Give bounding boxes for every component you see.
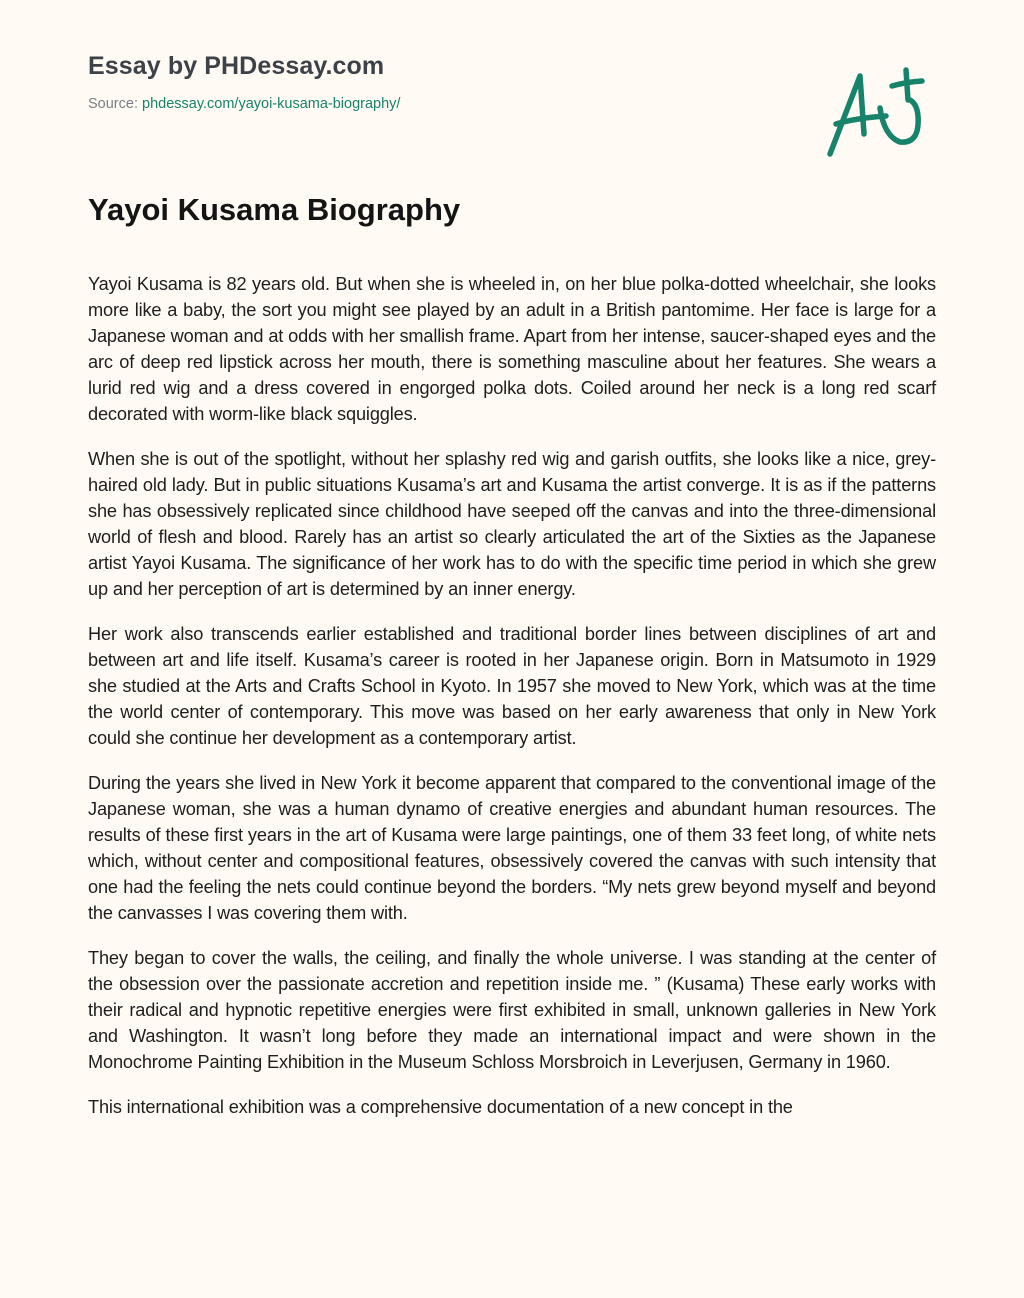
essay-paragraph: They began to cover the walls, the ceiling, and finally the whole universe. I was standing at the center of the obsession over the passionate accretion and repetition inside me. ” (Kusama) These early works with their radical and hypnotic repetitive energies were first exhibited in small, unknown galleries in New York and Washington. It wasn’t long before they made an international impact and were shown in the Monochrome Painting Exhibition in the Museum Schloss Morsbroich in Leverjusen, Germany in 1960. [88, 948, 936, 1072]
essay-paragraph: This international exhibition was a comprehensive documentation of a new concept in the [88, 1097, 793, 1117]
essay-paragraph: Yayoi Kusama is 82 years old. But when she is wheeled in, on her blue polka-dotted wheelchair, she looks more like a baby, the sort you might see played by an adult in a British pantomime. Her face is large for a Japanese woman and at odds with her smallish frame. Apart from her intense, saucer-shaped eyes and the arc of deep red lipstick across her mouth, there is something masculine about her features. She wears a lurid red wig and a dress covered in engorged polka dots. Coiled around her neck is a long red scarf decorated with worm-like black squiggles. [88, 274, 936, 424]
essay-paragraph: During the years she lived in New York it become apparent that compared to the conventional image of the Japanese woman, she was a human dynamo of creative energies and abundant human resources. The results of these first years in the art of Kusama were large paintings, one of them 33 feet long, of white nets which, without center and compositional features, obsessively covered the canvas with such intensity that one had the feeling the nets could continue beyond the borders. “My nets grew beyond myself and beyond the canvasses I was covering them with. [88, 773, 936, 923]
source-line [88, 94, 938, 114]
essay-title: Yayoi Kusama Biography [88, 192, 461, 227]
essay-paragraph: Her work also transcends earlier established and traditional border lines between disciplines of art and between art and life itself. Kusama’s career is rooted in her Japanese origin. Born in Matsumoto in 1929 she studied at the Arts and Crafts School in Kyoto. In 1957 she moved to New York, which was at the time the world center of contemporary. This move was based on her early awareness that only in New York could she continue her development as a contemporary artist. [88, 624, 936, 748]
page-header [88, 50, 938, 114]
source-link[interactable]: phdessay.com/yayoi-kusama-biography/ [142, 96, 401, 112]
essay-paragraph: When she is out of the spotlight, without her splashy red wig and garish outfits, she looks like a nice, grey-haired old lady. But in public situations Kusama’s art and Kusama the artist converge. It is as if the patterns she has obsessively replicated since childhood have seeped off the canvas and into the three-dimensional world of flesh and blood. Rarely has an artist so clearly articulated the art of the Sixties as the Japanese artist Yayoi Kusama. The significance of her work has to do with the specific time period in which she grew up and her perception of art is determined by an inner energy. [88, 449, 936, 599]
essay-body [88, 271, 936, 1139]
source-label: Source: [88, 96, 138, 112]
a-plus-grade-icon [822, 64, 932, 160]
brand-title: Essay by PHDessay.com [88, 52, 385, 80]
